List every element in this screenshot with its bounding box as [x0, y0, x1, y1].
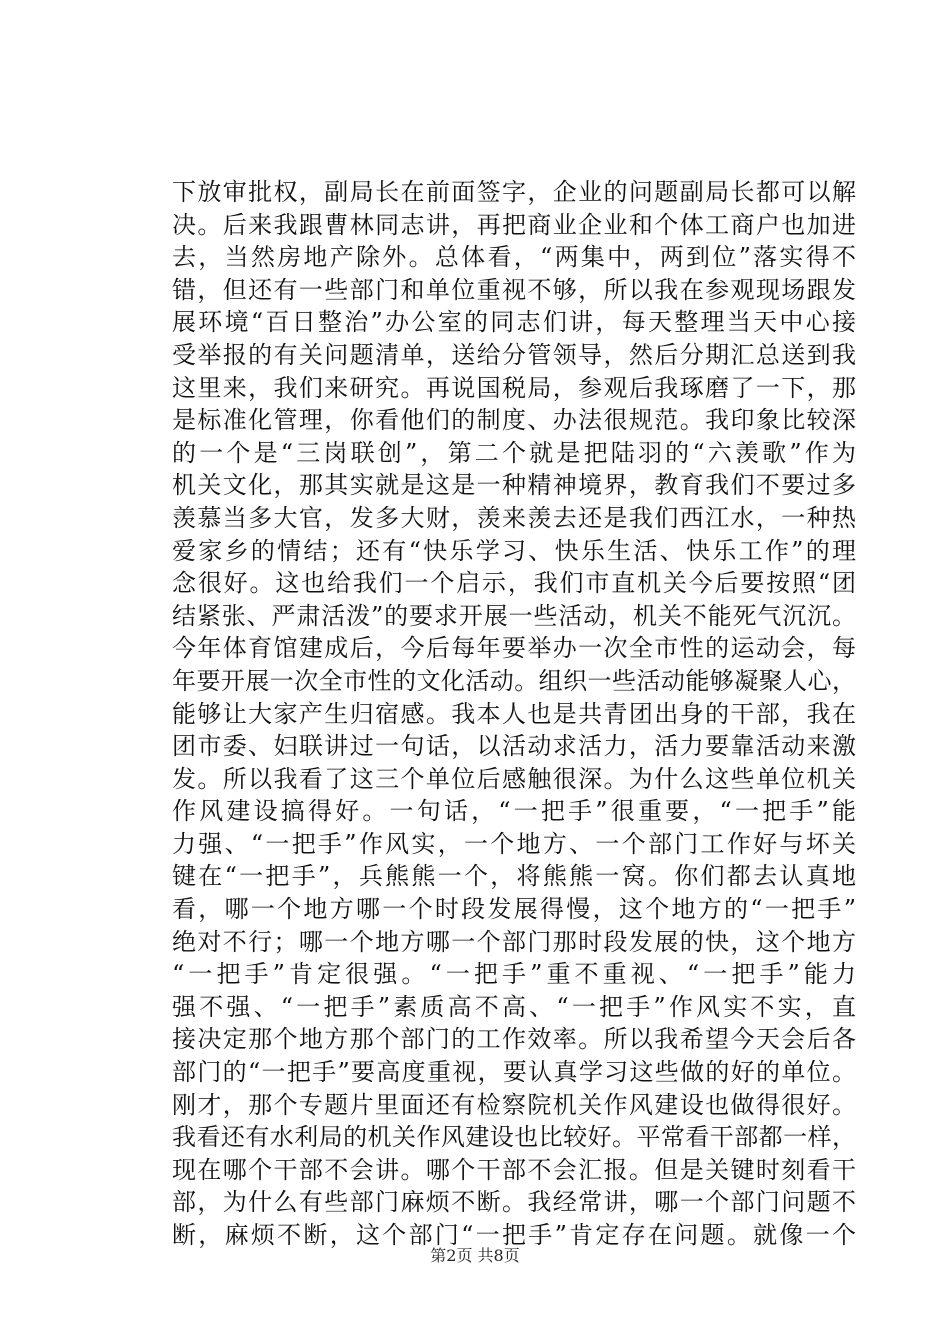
text-line: 强不强、“一把手”素质高不高、“一把手”作风实不实，直: [172, 992, 856, 1021]
text-line: 这里来，我们来研究。再说国税局，参观后我琢磨了一下，那: [172, 373, 856, 402]
text-line: 结紧张、严肃活泼”的要求开展一些活动，机关不能死气沉沉。: [172, 601, 856, 630]
text-line: 现在哪个干部不会讲。哪个干部不会汇报。但是关键时刻看干: [172, 1155, 856, 1184]
text-line: 是标准化管理，你看他们的制度、办法很规范。我印象比较深: [172, 406, 856, 435]
page-footer: 第2页 共8页: [430, 1246, 520, 1265]
text-line: 受举报的有关问题清单，送给分管领导，然后分期汇总送到我: [172, 340, 856, 369]
text-line: 部，为什么有些部门麻烦不断。我经常讲，哪一个部门问题不: [172, 1188, 856, 1217]
text-line: 机关文化，那其实就是这是一种精神境界，教育我们不要过多: [172, 471, 856, 500]
text-line: 爱家乡的情结；还有“快乐学习、快乐生活、快乐工作”的理: [172, 536, 856, 565]
text-line: 我看还有水利局的机关作风建设也比较好。平常看干部都一样，: [172, 1123, 856, 1152]
text-line: 今年体育馆建成后，今后每年要举办一次全市性的运动会，每: [172, 634, 856, 663]
text-line: 看，哪一个地方哪一个时段发展得慢，这个地方的“一把手”: [172, 895, 856, 924]
text-line: 年要开展一次全市性的文化活动。组织一些活动能够凝聚人心，: [172, 666, 856, 695]
text-line: 刚才，那个专题片里面还有检察院机关作风建设也做得很好。: [172, 1090, 856, 1119]
text-line: 羡慕当多大官，发多大财，羡来羡去还是我们西江水，一种热: [172, 503, 856, 532]
text-line: 能够让大家产生归宿感。我本人也是共青团出身的干部，我在: [172, 699, 856, 728]
text-line: 部门的“一把手”要高度重视，要认真学习这些做的好的单位。: [172, 1058, 856, 1087]
text-line: 下放审批权，副局长在前面签字，企业的问题副局长都可以解: [172, 178, 856, 206]
text-line: 绝对不行；哪一个地方哪一个部门那时段发展的快，这个地方: [172, 927, 856, 956]
text-line: 断，麻烦不断，这个部门“一把手”肯定存在问题。就像一个: [172, 1221, 856, 1249]
text-line: 接决定那个地方那个部门的工作效率。所以我希望今天会后各: [172, 1025, 856, 1054]
text-line: 发。所以我看了这三个单位后感触很深。为什么这些单位机关: [172, 764, 856, 793]
text-line: 的一个是“三岗联创”，第二个就是把陆羽的“六羡歌”作为: [172, 438, 856, 467]
text-line: 去，当然房地产除外。总体看，“两集中，两到位”落实得不: [172, 243, 856, 272]
text-line: 念很好。这也给我们一个启示，我们市直机关今后要按照“团: [172, 569, 856, 598]
text-line: 力强、“一把手”作风实，一个地方、一个部门工作好与坏关: [172, 829, 856, 858]
text-line: 决。后来我跟曹林同志讲，再把商业企业和个体工商户也加进: [172, 210, 856, 239]
text-line: 展环境“百日整治”办公室的同志们讲，每天整理当天中心接: [172, 308, 856, 337]
body-text: [172, 176, 856, 1252]
text-line: 作风建设搞得好。一句话，“一把手”很重要，“一把手”能: [172, 797, 856, 826]
text-line: 团市委、妇联讲过一句话，以活动求活力，活力要靠活动来激: [172, 732, 856, 761]
text-line: 错，但还有一些部门和单位重视不够，所以我在参观现场跟发: [172, 275, 856, 304]
text-line: 键在“一把手”，兵熊熊一个，将熊熊一窝。你们都去认真地: [172, 862, 856, 891]
text-line: “一把手”肯定很强。“一把手”重不重视、“一把手”能力: [172, 960, 856, 989]
